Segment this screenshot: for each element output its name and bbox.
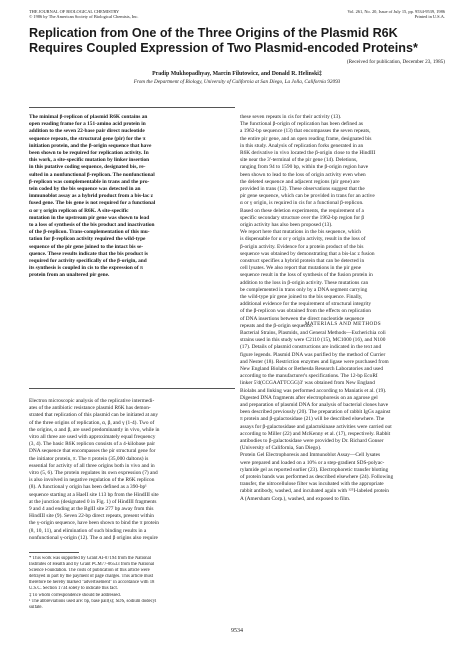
body-line: sequence result in the loss of synthesis of the fusion protein in	[240, 272, 373, 279]
body-line: addition to the loss in β-origin activity. These mutations can	[240, 279, 369, 286]
intro-line: the γ-origin sequence, have been shown to bind the π protein	[29, 520, 159, 527]
abstract-line: its synthesis is coupled in cis to the expression of π	[29, 265, 143, 272]
methods-line: (University of California, San Diego).	[240, 445, 322, 452]
abstract-line: sulted in a nonfunctional β-replicon. The nonfunctional	[29, 171, 155, 178]
intro-line: the origins, α and β, are used predominantly in vivo, while in	[29, 426, 160, 433]
methods-line: Biolabs and linking was performed according to Maniatis et al. (19).	[240, 387, 387, 394]
introduction-text	[29, 398, 235, 542]
methods-line: assays for β-galactosidase and galactokinase activities were carried out	[240, 423, 392, 430]
footnote-line: * This work was supported by Grant AI-07194 from the National	[29, 556, 152, 561]
footnote-line: Institutes of Health and by Grant PCM77-06533 from the National	[29, 562, 155, 568]
body-line: been shown to lead to the loss of origin activity even when	[240, 171, 366, 178]
methods-line: been described previously (20). The preparation of rabbit IgGs against	[240, 409, 391, 416]
abstract-line: fused gene. The bis gene is not required for a functional	[29, 200, 156, 207]
body-line: of the β-replicon was obtained from the effects on replication	[240, 308, 371, 315]
abstract-line: protein from an unaltered pir gene.	[29, 272, 110, 279]
author-list: Pradip Mukhopadhyay, Marcin Filutowicz, and Donald R. Helinski‡	[152, 71, 322, 77]
body-line: ranging from 94 to 1590 bp, within the β-origin region have	[240, 164, 369, 171]
abstract-line: quence. These results indicate that the bis product is	[29, 250, 148, 257]
abstract-line: mutation in the upstream pir gene was shown to lead	[29, 214, 150, 221]
methods-line: Digested DNA fragments after electrophoresis on an agarose gel	[240, 394, 378, 401]
methods-line: according to the manufacturer's specifications. The 12-bp EcoRI	[240, 373, 378, 380]
abstract-line: in this putative coding sequence, designated bis, re-	[29, 164, 146, 171]
footnote-line: sulfate.	[29, 604, 43, 610]
abstract-line: of the β-replicon. Trans-complementation of this mu-	[29, 229, 150, 236]
abstract-line: β-replicon was complementable in trans and the pro-	[29, 178, 150, 185]
abstract-bottom-rule	[29, 388, 235, 389]
abstract-line: α or γ origin replicon of R6K. A site-specific	[29, 207, 129, 214]
journal-header	[29, 9, 138, 20]
abstract	[29, 114, 235, 280]
body-line: provided in trans (12). These observations suggest that the	[240, 186, 365, 193]
body-line: site near the 3'-terminal of the pir gene (14). Deletions,	[240, 157, 358, 164]
copyright-line: © 1986 by The American Society of Biological Chemists, Inc.	[29, 14, 139, 20]
abstract-line: sequence of the pir gene joined to the intact bis se-	[29, 243, 144, 250]
body-line: pir gene sequence, which can be provided in trans for an active	[240, 193, 375, 200]
methods-line: according to Miller (22) and McKenny et al. (17), respectively. Rabbit	[240, 430, 391, 437]
title-line: Requires Coupled Expression of Two Plasmid-encoded Proteins*	[29, 40, 418, 55]
title-line: Replication from One of the Three Origins of the Plasmid R6K	[29, 26, 398, 40]
methods-line: rabbit antibody, washed, and incubated again with ¹²⁵I-labeled protein	[240, 488, 389, 495]
footnote-line: Science Foundation. The costs of publication of this article were	[29, 568, 150, 574]
methods-text	[240, 330, 446, 503]
intro-line: of the three origins of replication, α, β, and γ (1-4). Two of	[29, 419, 155, 426]
footnote-line: U.S.C. Section 1734 solely to indicate this fact.	[29, 586, 118, 592]
intro-line: (3, 4). The basic R6K replicon consists of a 4-kilobase pair	[29, 441, 156, 448]
intro-line: ates of the antibiotic resistance plasmid R6K has demon-	[29, 405, 151, 412]
intro-line: the initiator protein, π. The π protein (35,000 daltons) is	[29, 455, 149, 462]
abstract-line: initiation protein, and the β-origin sequence that have	[29, 142, 152, 149]
body-line: construct specifies a hybrid protein that can be detected in	[240, 258, 365, 265]
abstract-line: open reading frame for a 151-amino acid protein in	[29, 121, 146, 128]
footnote-rule	[29, 552, 79, 553]
body-line: the entire pir gene, and an open reading frame, designated bis	[240, 135, 372, 142]
page-number: 9534	[231, 628, 243, 634]
abstract-line: required for activity specifically of the β-origin, and	[29, 258, 147, 265]
methods-line: strains used in this study were C2110 (15), MC1000 (16), and N100	[240, 337, 386, 344]
methods-line: linker 5'd(CCGAATTCGG)3' was obtained from New England	[240, 380, 375, 387]
body-line: Based on these deletion experiments, the requirement of a	[240, 207, 364, 214]
abstract-line: to a loss of synthesis of the bis product and inactivation	[29, 222, 155, 229]
footnote-line: ¹ The abbreviations used are: bp, base pair(s); SDS, sodium dodecyl	[29, 598, 157, 604]
abstract-line: been shown to be required for replication activity. In	[29, 150, 149, 157]
affiliation: From the Department of Biology, University of California at San Diego, La Jolla, California 92093	[133, 79, 341, 85]
methods-line: A (Amersham Corp.), washed, and exposed to film.	[240, 495, 351, 502]
body-line: We report here that mutations in the bis sequence, which	[240, 229, 361, 236]
issue-info: Vol. 261, No. 20, Issue of July 15, pp. 9534-9539, 1986	[347, 9, 445, 14]
intro-line: nonfunctional γ-origin (12). The α and β origins also require	[29, 534, 158, 541]
intro-line: DNA sequence that encompasses the pir structural gene for	[29, 448, 156, 455]
received-date: (Received for publication, December 23, 1985)	[346, 59, 445, 65]
abstract-line: this work, a site-specific mutation by linker insertion	[29, 157, 150, 164]
body-line: these seven repeats in cis for their activity (13).	[240, 114, 342, 120]
intro-line: is also involved in negative regulation of the R6K replicon	[29, 477, 155, 484]
abstract-line: tein coded by the bis sequence was detected in an	[29, 186, 141, 193]
methods-line: rylamide gel as reported earlier (23). Electrophoretic transfer blotting	[240, 466, 389, 473]
right-column-text	[240, 114, 446, 330]
materials-methods-heading: MATERIALS AND METHODS	[304, 321, 382, 327]
intro-line: HindIII site (9). Seven 22-bp direct repeats, present within	[29, 513, 154, 520]
methods-line: and Nester (18). Restriction enzymes and ligase were purchased from	[240, 358, 389, 365]
issue-header	[347, 9, 445, 20]
methods-line: Bacterial Strains, Plasmids, and General Methods—Escherichia coli	[240, 330, 386, 336]
intro-line: at the junction (designated 0 in Fig. 1) of HindIII fragments	[29, 498, 157, 505]
body-line: origin activity has also been proposed (13).	[240, 222, 333, 229]
body-line: α or γ origin, is required in cis for a functional β-replicon.	[240, 200, 364, 207]
body-line: be complemented in trans only by a DNA segment carrying	[240, 286, 368, 293]
body-line: cell lysates. We also report that mutations in the pir gene	[240, 265, 362, 272]
body-line: R6K derivative in vivo located the β-origin close to the HindIII	[240, 150, 376, 157]
abstract-top-rule	[29, 107, 235, 108]
body-line: in this study. Analysis of replication forks generated in an	[240, 142, 364, 149]
methods-line: Protein Gel Electrophoresis and Immunoblot Assay—Cell lysates	[240, 452, 381, 459]
methods-line: were prepared and loaded on a 10% or a step-gradient SDS-polyac-	[240, 459, 385, 466]
body-line: the deleted sequence and adjacent regions (pir gene) are	[240, 178, 360, 185]
body-line: the wild-type pir gene joined to the bis sequence. Finally,	[240, 294, 363, 301]
article-title	[29, 26, 449, 55]
body-line: sequence was obtained by demonstrating that a bis-lac z fusion	[240, 250, 375, 257]
methods-line: (17). Details of plasmid constructions are indicated in the text and	[240, 344, 382, 351]
body-line: a 1962-bp sequence (13) that encompasses the seven repeats,	[240, 128, 371, 135]
intro-line: vitro all three are used with approximately equal frequency	[29, 434, 156, 441]
abstract-line: sequence repeats, the structural gene (pir) for the π	[29, 135, 146, 142]
methods-line: figure legends. Plasmid DNA was purified by the method of Currier	[240, 351, 386, 358]
intro-line: (8, 10, 11), and elimination of such binding results in a	[29, 527, 147, 534]
journal-name: THE JOURNAL OF BIOLOGICAL CHEMISTRY	[29, 9, 120, 14]
methods-line: transfer, the nitrocellulose filter was incubated with the appropriate	[240, 481, 384, 488]
body-line: of DNA insertions between the direct nucleotide sequence	[240, 315, 365, 322]
body-line: The functional β-origin of replication has been defined as	[240, 121, 363, 128]
methods-line: New England Biolabs or Bethesda Research Laboratories and used	[240, 366, 384, 373]
body-line: additional evidence for the requirement of structural integrity	[240, 301, 372, 308]
footnote-line: therefore be hereby marked "advertisement" in accordance with 18	[29, 580, 155, 586]
body-line: is dispensable for α or γ origin activity, result in the loss of	[240, 236, 366, 243]
footnotes	[29, 556, 235, 611]
intro-line: 9 and 4 and ending at the BglII site 277 bp away from this	[29, 506, 154, 513]
abstract-line: The minimal β-replicon of plasmid R6K contains an	[29, 114, 148, 120]
abstract-line: addition to the seven 22-base pair direct nucleotide	[29, 128, 145, 135]
intro-line: sequence starting at a HaeII site 113 bp from the HindIII site	[29, 491, 159, 498]
abstract-line: immunoblot assay as a hybrid product from a bis-lac z	[29, 193, 154, 200]
methods-line: and preparation of plasmid DNA for analysis of bacterial clones have	[240, 402, 389, 409]
footnote-line: defrayed in part by the payment of page charges. This article must	[29, 574, 154, 580]
body-line: specific secondary structure over the 1962-bp region for β	[240, 214, 365, 221]
methods-line: antibodies to β-galactosidase were provided by Dr. Richard Gonser	[240, 438, 384, 445]
abstract-line: tation for β-replicon activity required the wild-type	[29, 236, 146, 243]
intro-line: strated that replication of this plasmid can be initiated at any	[29, 412, 159, 419]
body-line: β-origin activity. Evidence for a protein product of the bis	[240, 243, 364, 250]
body-line: repeats and the β-origin sequence.	[240, 322, 313, 329]
intro-line: vitro (5, 6). The protein regulates its own expression (7) and	[29, 470, 158, 477]
intro-line: Electron microscopic analysis of the replicative intermedi-	[29, 398, 155, 404]
intro-line: essential for activity of all three origins both in vivo and in	[29, 462, 155, 469]
methods-line: of protein bands was performed as described elsewhere (24). Following	[240, 474, 394, 481]
printed-in: Printed in U.S.A.	[414, 14, 445, 20]
footnote-line: ‡ To whom correspondence should be addressed.	[29, 592, 121, 598]
intro-line: (8). A functional γ origin has been defined as a 390-bp¹	[29, 484, 147, 491]
methods-line: π protein and β-galactosidase (21) will be described elsewhere. The	[240, 416, 385, 423]
